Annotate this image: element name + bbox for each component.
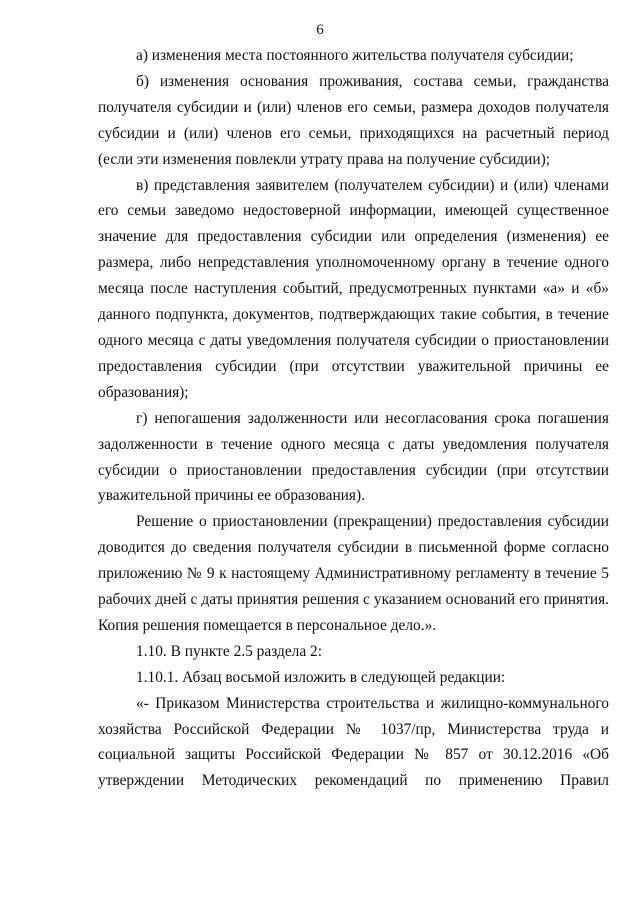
paragraph-g: г) непогашения задолженности или несогласования срока погашения задолженности в течение одного месяца с даты уведомления получателя субсидии о приостановлении предоставления субсидии (при отсутствии уважительной причины ее образования).: [98, 409, 609, 505]
paragraph-order-quote: «- Приказом Министерства строительства и жилищно-коммунального хозяйства Российской Федерации № 1037/пр, Министерства труда и социальной защиты Российской Федерации № 857 от 30.12.2016 «Об утверждении Методических рекомендаций по применению Правил: [98, 694, 609, 790]
page-number: 6: [316, 22, 324, 38]
paragraph-item-1-10: 1.10. В пункте 2.5 раздела 2:: [136, 642, 322, 660]
paragraph-v: в) представления заявителем (получателем субсидии) и (или) членами его семьи заведомо недостоверной информации, имеющей существенное значение для предоставления субсидии или определения (изменения) ее размера, либо непредставления уполномоченному органу в течение одного месяца после наступления событий, предусмотренных пунктами «а» и «б» данного подпункта, документов, подтверждающих такие события, в течение одного месяца с даты уведомления получателя субсидии о приостановлении предоставления субсидии (при отсутствии уважительной причины ее образования);: [98, 176, 609, 401]
document-body: [98, 43, 609, 794]
paragraph-a: а) изменения места постоянного жительства получателя субсидии;: [136, 47, 574, 64]
paragraph-decision: Решение о приостановлении (прекращении) предоставления субсидии доводится до сведения получателя субсидии в письменной форме согласно приложению № 9 к настоящему Административному регламенту в течение 5 рабочих дней с даты принятия решения с указанием оснований его принятия. Копия решения помещается в персональное дело.».: [98, 513, 609, 634]
paragraph-b: б) изменения основания проживания, состава семьи, гражданства получателя субсидии и (или) членов его семьи, размера доходов получателя субсидии и (или) членов его семьи, приходящихся на расчетный период (если эти изменения повлекли утрату права на получение субсидии);: [98, 72, 609, 168]
paragraph-item-1-10-1: 1.10.1. Абзац восьмой изложить в следующей редакции:: [136, 668, 506, 686]
